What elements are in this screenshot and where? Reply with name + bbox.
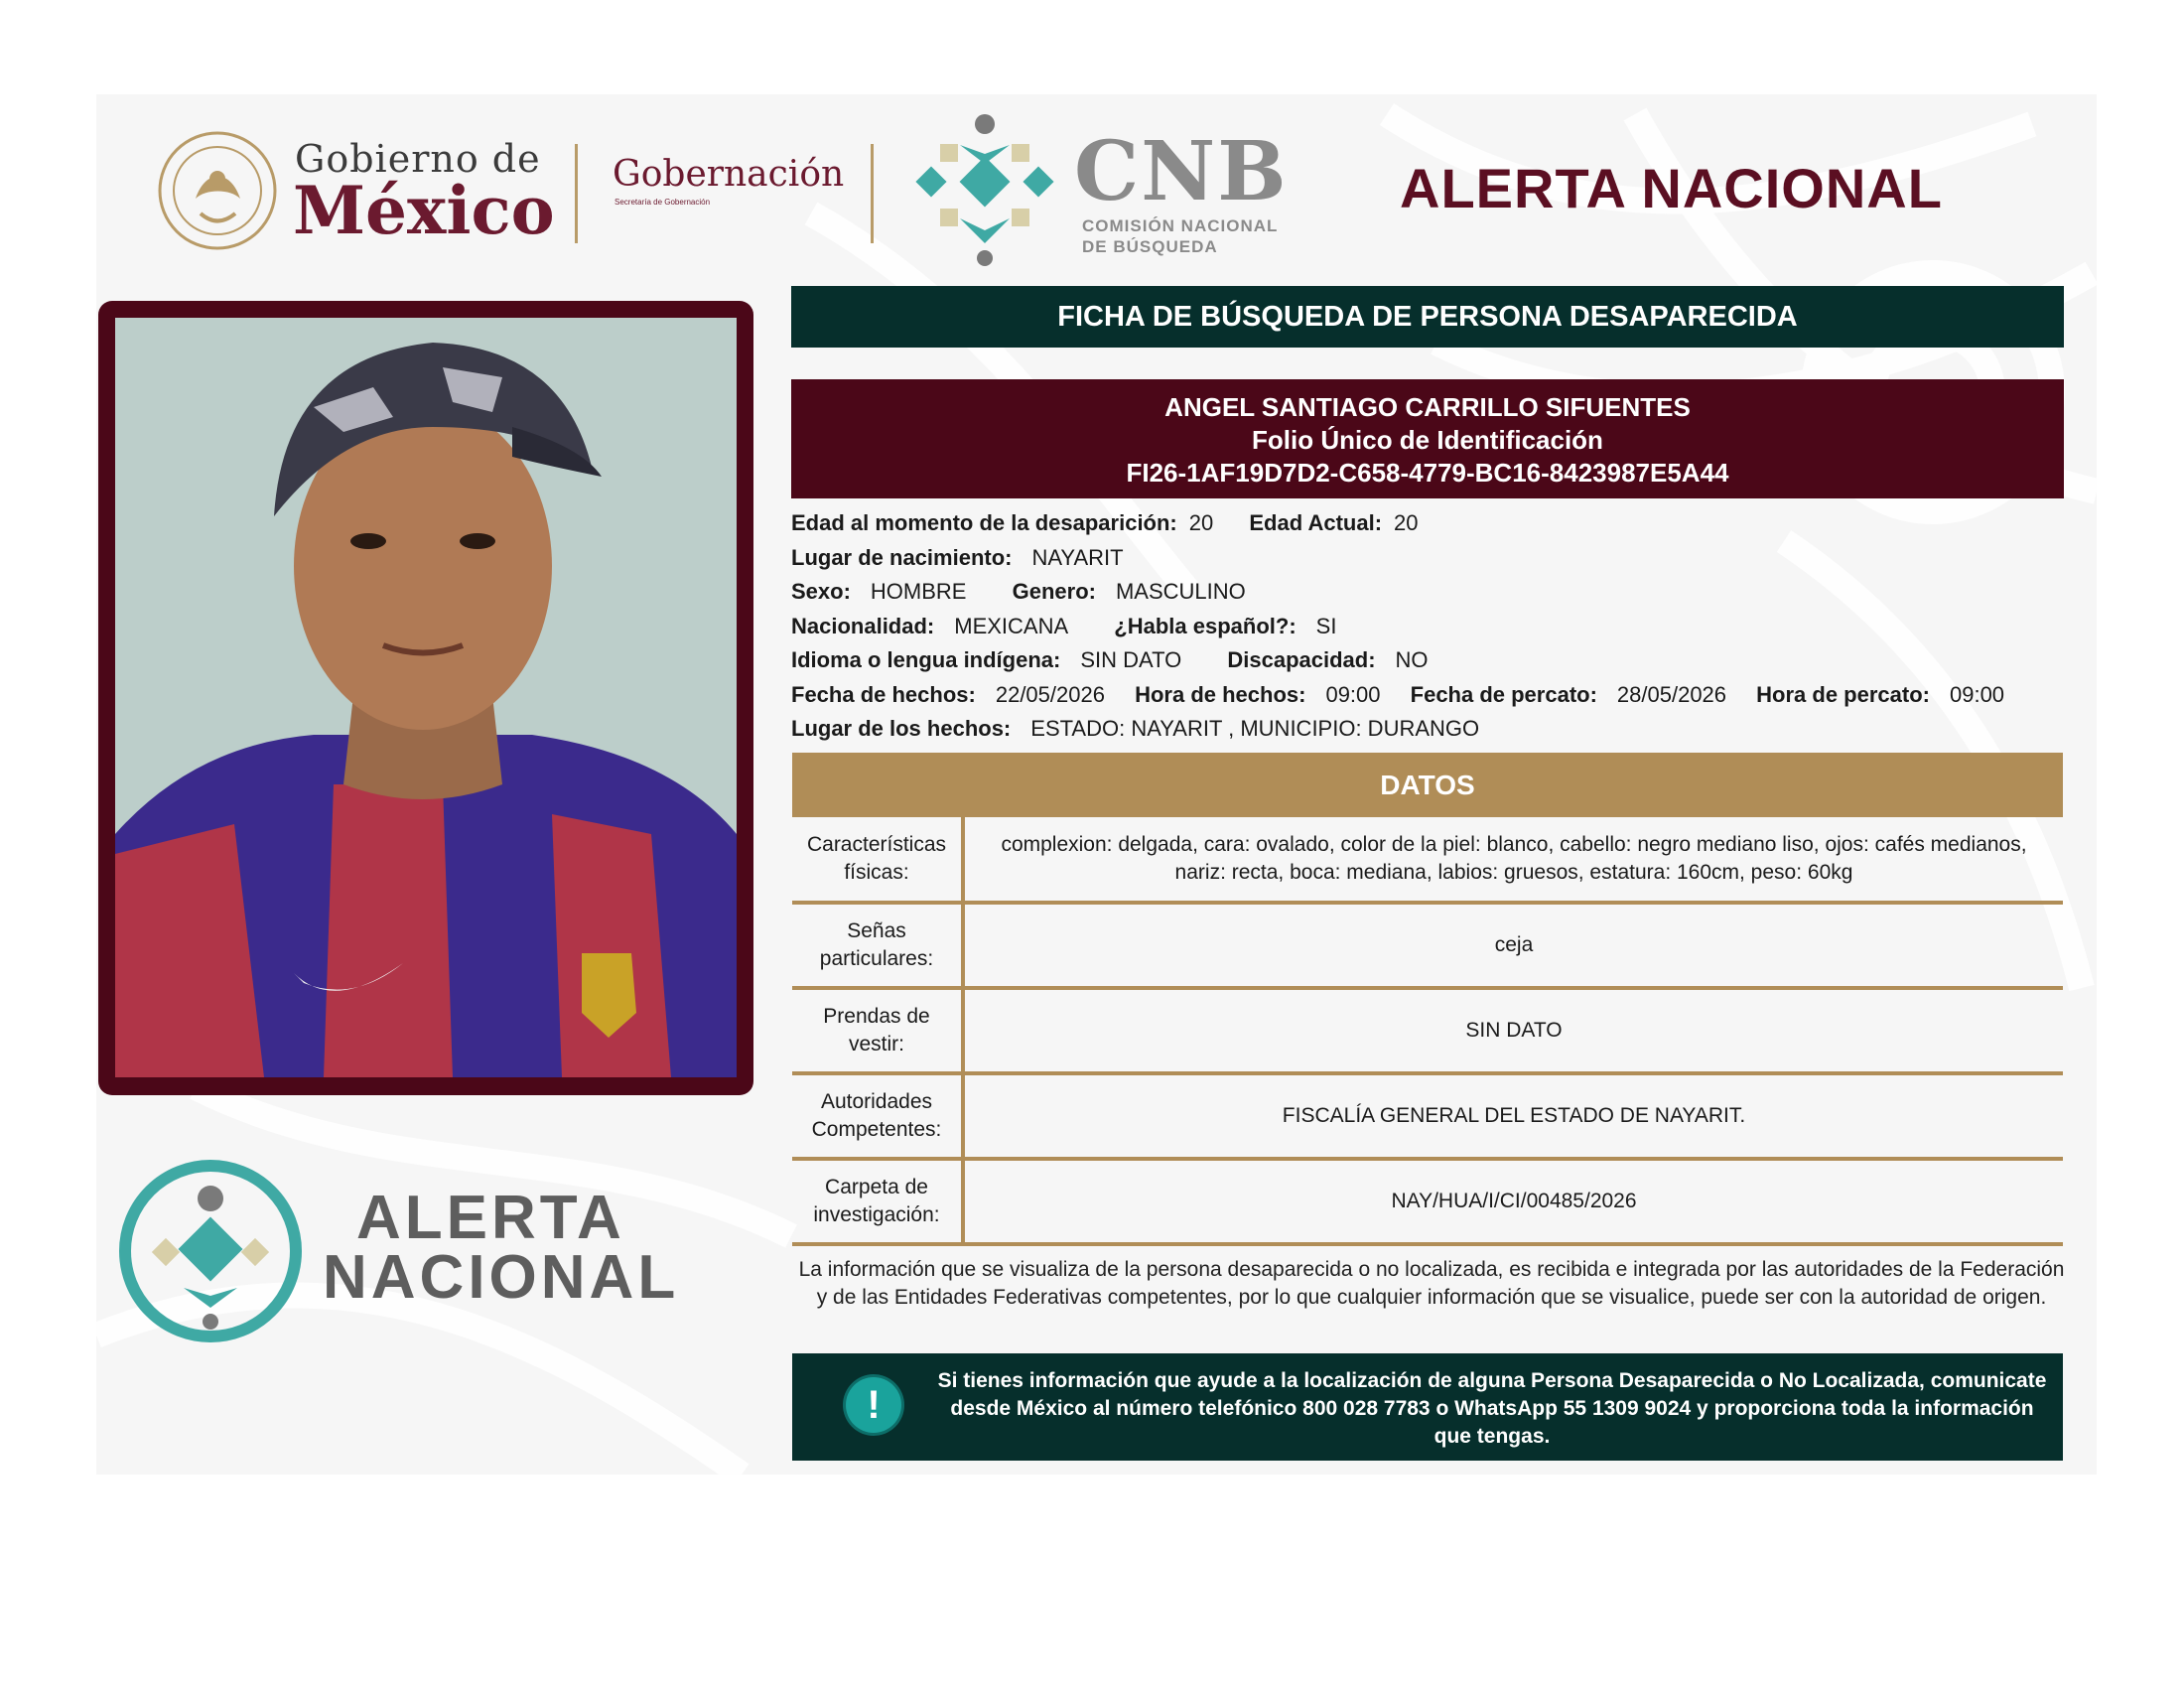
field-row-idioma: Idioma o lengua indígena: SIN DATO Discapacidad: NO [791,647,1429,672]
field-row-nacimiento: Lugar de nacimiento: NAYARIT [791,544,1124,570]
fecha-hechos-value: 22/05/2026 [995,681,1105,707]
field-row-lugar-hechos: Lugar de los hechos: ESTADO: NAYARIT , MUNICIPIO: DURANGO [791,716,1480,741]
nacionalidad-value: MEXICANA [954,613,1069,638]
cnb-title: CNB [1074,124,1289,219]
discapacidad-value: NO [1395,647,1429,672]
disclaimer-text: La información que se visualiza de la persona desaparecida o no localizada, es recibida e integrada por las autoridades de la Federación y de las Entidades Federativas competentes, por lo que cualquier información que se visualice, puede ser con la autoridad de origen. [798,1258,2065,1309]
datos-header: DATOS [792,753,2063,817]
mexico-seal-icon [156,129,280,253]
autoridades-label: Autoridades Competentes: [792,1073,963,1159]
person-photo-image [115,318,737,1077]
sexo-value: HOMBRE [870,579,967,604]
autoridades-value: FISCALÍA GENERAL DEL ESTADO DE NAYARIT. [963,1073,2063,1159]
folio-label: Folio Único de Identificación [1252,425,1603,455]
gobierno-line1: Gobierno de [295,137,541,181]
fecha-percato-value: 28/05/2026 [1616,681,1727,707]
table-row [792,1073,2063,1159]
person-header [791,379,2064,498]
genero-value: MASCULINO [1115,579,1246,604]
table-row [792,988,2063,1073]
alerta-nacional-logo-icon [116,1157,305,1345]
cnb-logo-icon [905,109,1064,268]
contact-callout-text: Si tienes información que ayude a la localización de alguna Persona Desaparecida o No Localizada, comunicate desde México al número telefónico 800 028 7783 o WhatsApp 55 1309 9024 y proporciona toda la información que tengas. [937,1369,2047,1448]
cnb-subtitle: COMISIÓN NACIONAL DE BÚSQUEDA [1082,216,1279,256]
table-row [792,903,2063,988]
bottom-logo-line2: NACIONAL [323,1243,680,1312]
alerta-nacional-title: ALERTA NACIONAL [1400,157,1943,219]
habla-value: SI [1315,613,1337,638]
datos-table [792,817,2063,1246]
header-divider [575,144,578,243]
caracteristicas-value: complexion: delgada, cara: ovalado, color de la piel: blanco, cabello: negro mediano liso, ojos: cafés medianos, nariz: recta, boca: mediana, labios: gruesos, estatura: 160cm, peso: 60kg [963,817,2063,903]
prendas-value: SIN DATO [963,988,2063,1073]
exclamation-icon: ! [846,1377,901,1433]
ficha-title: FICHA DE BÚSQUEDA DE PERSONA DESAPARECIDA [791,286,2064,348]
header-divider [871,144,874,243]
person-photo [115,318,737,1077]
hora-hechos-value: 09:00 [1325,681,1381,707]
table-row [792,817,2063,903]
field-row-fechas: Fecha de hechos: 22/05/2026 Hora de hechos: 09:00 Fecha de percato: 28/05/2026 Hora de percato: 09:00 [791,681,2005,707]
field-row-sexo: Sexo: HOMBRE Genero: MASCULINO [791,579,1246,604]
gobierno-line2: México [293,172,555,249]
prendas-label: Prendas de vestir: [792,988,963,1073]
carpeta-label: Carpeta de investigación: [792,1159,963,1244]
contact-callout [792,1353,2063,1461]
lugar-nacimiento-value: NAYARIT [1031,544,1124,570]
idioma-value: SIN DATO [1080,647,1182,672]
hora-percato-value: 09:00 [1949,681,2005,707]
alert-sheet [96,94,2097,1475]
caracteristicas-label: Características físicas: [792,817,963,903]
senas-value: ceja [963,903,2063,988]
person-fields [791,506,2097,747]
folio-value: FI26-1AF19D7D2-C658-4779-BC16-8423987E5A44 [1126,458,1729,488]
person-name: ANGEL SANTIAGO CARRILLO SIFUENTES [1164,392,1691,422]
edad-desaparicion-value: 20 [1188,510,1214,535]
carpeta-value: NAY/HUA/I/CI/00485/2026 [963,1159,2063,1244]
lugar-hechos-value: ESTADO: NAYARIT , MUNICIPIO: DURANGO [1030,716,1480,741]
field-row-nacionalidad: Nacionalidad: MEXICANA ¿Habla español?: SI [791,613,1337,638]
gobernacion-logo: Gobernación [613,154,845,195]
bottom-logo-line1: ALERTA [356,1184,625,1252]
field-row-edad: Edad al momento de la desaparición: 20 Edad Actual: 20 [791,510,1419,535]
gobernacion-sub: Secretaría de Gobernación [614,198,711,207]
table-row [792,1159,2063,1244]
edad-actual-value: 20 [1394,510,1419,535]
senas-label: Señas particulares: [792,903,963,988]
